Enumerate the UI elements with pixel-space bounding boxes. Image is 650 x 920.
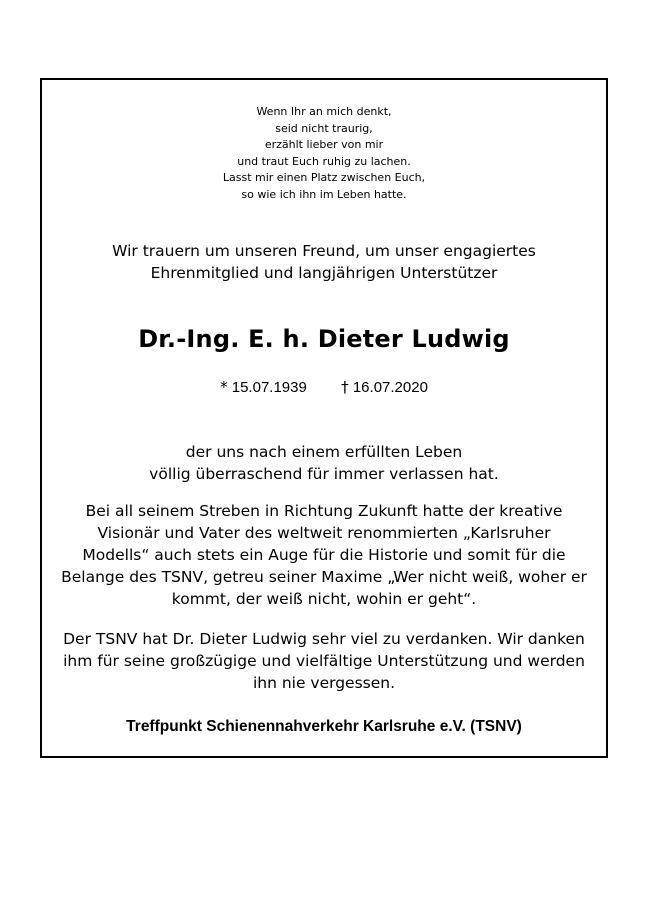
thanks-line: Der TSNV hat Dr. Dieter Ludwig sehr viel zu verdanken. Wir danken: [63, 630, 585, 648]
intro-line: Ehrenmitglied und langjährigen Unterstützer: [150, 264, 498, 282]
passing-line: völlig überraschend für immer verlassen hat.: [149, 465, 499, 483]
poem-line: und traut Euch ruhig zu lachen.: [237, 154, 411, 168]
poem-line: Lasst mir einen Platz zwischen Euch,: [222, 171, 426, 184]
deceased-name: Dr.-Ing. E. h. Dieter Ludwig: [138, 325, 510, 353]
poem-line: Wenn Ihr an mich denkt,: [256, 105, 392, 118]
tribute-line: Visionär und Vater des weltweit renommierten „Karlsruher: [97, 524, 551, 542]
tribute-line: kommt, der weiß nicht, wohin er geht“.: [171, 590, 477, 608]
thanks-line: ihn nie vergessen.: [252, 674, 396, 692]
tribute-line: Belange des TSNV, getreu seiner Maxime „Wer nicht weiß, woher er: [61, 568, 587, 586]
poem-line: so wie ich ihn im Leben hatte.: [241, 187, 407, 201]
poem-line: erzählt lieber von mir: [264, 138, 384, 151]
poem-line: seid nicht traurig,: [275, 121, 373, 135]
intro-line: Wir trauern um unseren Freund, um unser engagiertes: [112, 242, 536, 260]
thanks-line: ihm für seine großzügige und vielfältige Unterstützung und werden: [63, 652, 585, 670]
obituary-frame: [40, 78, 608, 758]
birth-star-icon: *: [220, 378, 228, 396]
birth-date: 15.07.1939: [231, 379, 307, 396]
passing-line: der uns nach einem erfüllten Leben: [185, 443, 463, 461]
passing-text: [42, 441, 606, 485]
organization-signature: Treffpunkt Schienennahverkehr Karlsruhe e.V. (TSNV): [126, 718, 522, 735]
tribute-paragraph: [42, 500, 606, 610]
tribute-line: Bei all seinem Streben in Richtung Zukunft hatte der kreative: [85, 502, 563, 520]
death-date: 16.07.2020: [352, 379, 428, 396]
mourning-intro: [42, 240, 606, 284]
death-cross-icon: †: [341, 378, 349, 396]
tribute-line: Modells“ auch stets ein Auge für die Historie und somit für die: [82, 546, 566, 564]
life-dates: [42, 377, 606, 398]
poem: [42, 104, 606, 203]
thanks-paragraph: [42, 628, 606, 694]
